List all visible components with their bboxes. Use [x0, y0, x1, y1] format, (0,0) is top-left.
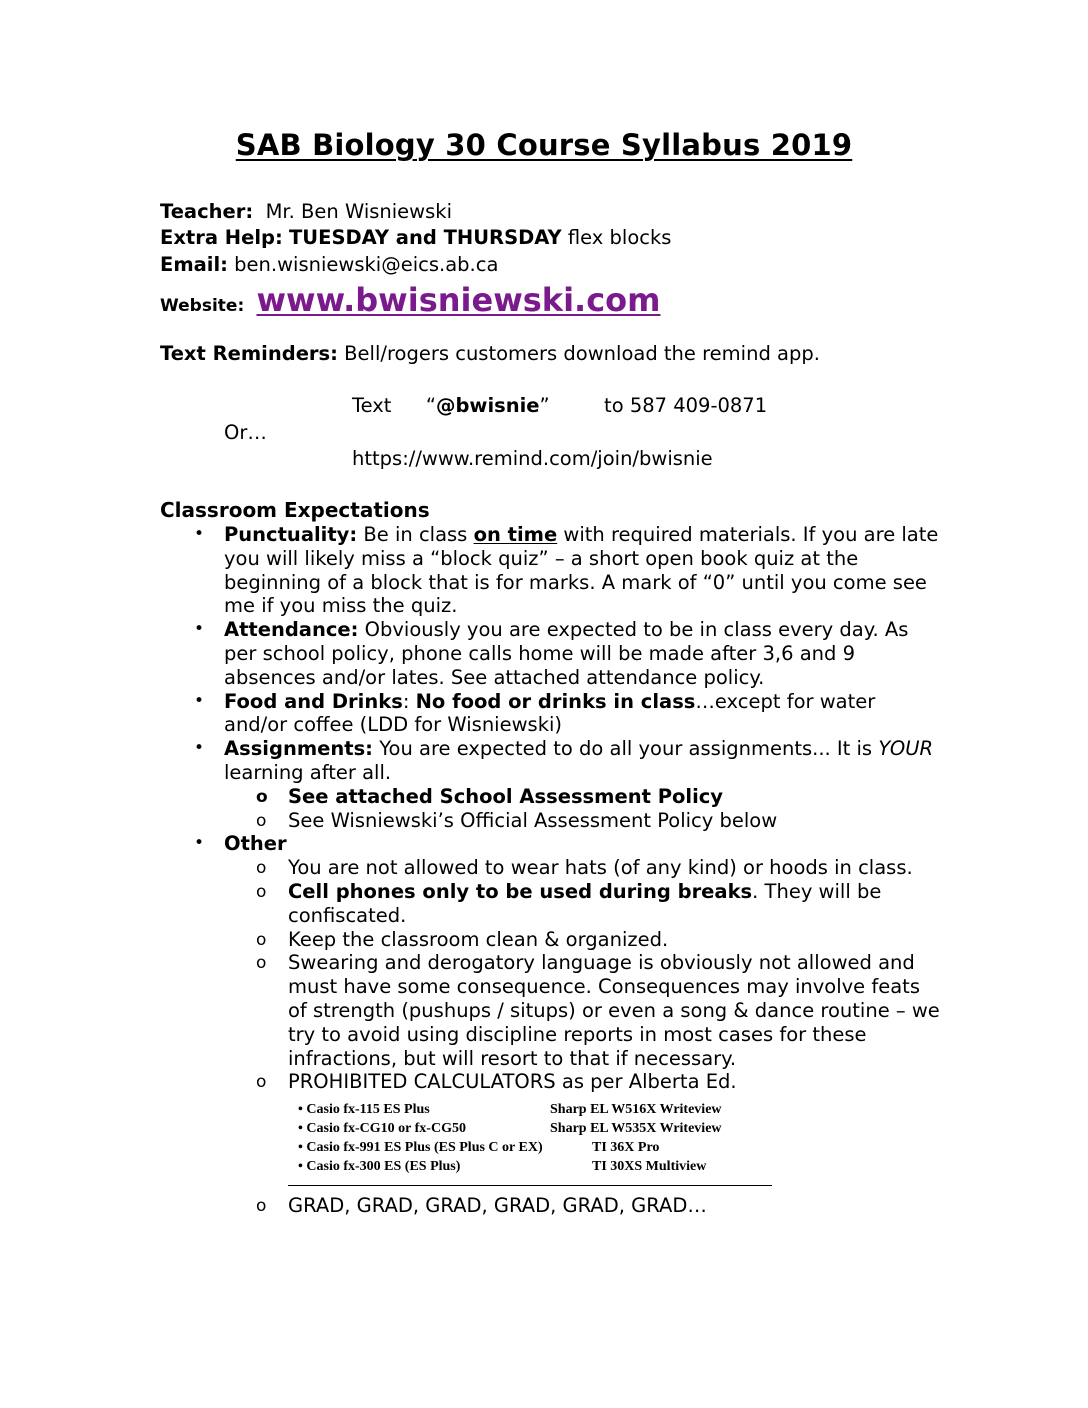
attendance-label: Attendance: — [224, 618, 359, 642]
extra-help-days: TUESDAY and THURSDAY — [288, 226, 562, 249]
assignments-label: Assignments: — [224, 737, 373, 761]
email-line — [160, 253, 498, 277]
calc-left-2: • Casio fx-CG10 or fx-CG50 — [298, 1121, 466, 1137]
cell-phones-rest: . They will be confiscated. — [288, 879, 882, 927]
remind-url[interactable]: https://www.remind.com/join/bwisnie — [352, 447, 713, 470]
assignments-post: learning after all. — [224, 760, 392, 784]
other-swearing: o Swearing and derogatory language is obviously not allowed and must have some consequence. Consequences may involve feats of strength (pushups / situps) or even a song & dance routine – we try to avoid using discipline reports in most cases for these infractions, but will resort to that if necessary. — [224, 951, 940, 1070]
list-item-food — [160, 690, 940, 738]
remind-code: @bwisnie — [435, 394, 540, 417]
assignments-pre: You are expected to do all your assignments... It is — [379, 737, 873, 761]
email-label: Email: — [160, 253, 228, 276]
email-value: ben.wisniewski@eics.ab.ca — [234, 253, 499, 276]
assignments-sub-wisniewski-policy: o See Wisniewski’s Official Assessment Policy below — [224, 809, 940, 833]
punctuality-pre: Be in class — [363, 523, 468, 546]
calc-left-3: • Casio fx-991 ES Plus (ES Plus C or EX) — [298, 1140, 543, 1156]
remind-quote-close: ” — [539, 394, 550, 417]
other-sublist — [224, 856, 940, 1218]
calc-right-4: TI 30XS Multiview — [592, 1159, 707, 1175]
punctuality-post: with required materials. If you are late you will likely miss a “block quiz” – a short open book quiz at the beginning of a block that is for marks. A mark of “0” until you come see me if you miss the quiz. — [224, 523, 939, 618]
other-hats: o You are not allowed to wear hats (of any kind) or hoods in class. — [224, 856, 940, 880]
reminders-text: Bell/rogers customers download the remind app. — [344, 342, 820, 365]
prohibited-calculators-table — [288, 1100, 772, 1186]
teacher-line — [160, 200, 452, 224]
assignments-sublist — [224, 785, 940, 833]
food-label: Food and Drinks — [224, 689, 403, 713]
remind-text-code-line — [352, 394, 767, 418]
calc-row — [288, 1157, 772, 1176]
page-title: SAB Biology 30 Course Syllabus 2019 — [235, 128, 853, 162]
other-grad: o GRAD, GRAD, GRAD, GRAD, GRAD, GRAD… — [224, 1194, 940, 1218]
list-item-attendance — [160, 618, 940, 689]
calc-right-3: TI 36X Pro — [592, 1140, 660, 1156]
attendance-text: Obviously you are expected to be in class every day. As per school policy, phone calls home will be made after 3,6 and 9 absences and/or lates. See attached attendance policy. — [224, 618, 909, 689]
remind-text-word: Text — [352, 394, 392, 417]
other-label: Other — [224, 832, 287, 856]
list-item-punctuality — [160, 523, 940, 618]
extra-help-label: Extra Help: — [160, 226, 283, 249]
food-rest: …except for water and/or coffee (LDD for Wisniewski) — [224, 689, 876, 737]
other-cell-phones — [224, 880, 940, 928]
extra-help-line — [160, 226, 671, 250]
punctuality-on-time: on time — [473, 523, 558, 546]
reminders-line — [160, 342, 820, 366]
website-line — [160, 283, 661, 323]
calculators-text: PROHIBITED CALCULATORS as per Alberta Ed. — [288, 1070, 737, 1094]
calc-left-1: • Casio fx-115 ES Plus — [298, 1102, 430, 1118]
punctuality-label: Punctuality: — [224, 523, 358, 546]
calc-row — [288, 1100, 772, 1119]
assignments-sub-school-policy: o See attached School Assessment Policy — [224, 785, 940, 809]
remind-or: Or… — [224, 421, 267, 444]
website-link[interactable]: www.bwisniewski.com — [256, 281, 661, 319]
food-bold: No food or drinks in class — [415, 689, 696, 713]
list-item-assignments — [160, 737, 940, 832]
cell-phones-bold: Cell phones only to be used during breaks — [288, 879, 753, 903]
calc-left-4: • Casio fx-300 ES (ES Plus) — [298, 1159, 461, 1175]
calc-right-2: Sharp EL W535X Writeview — [550, 1121, 722, 1137]
expectations-list — [160, 523, 940, 1218]
teacher-label: Teacher: — [160, 200, 254, 223]
website-label: Website: — [160, 296, 245, 316]
teacher-value: Mr. Ben Wisniewski — [265, 200, 452, 223]
classroom-expectations-heading: Classroom Expectations — [160, 498, 430, 522]
remind-number: to 587 409-0871 — [604, 394, 768, 417]
extra-help-rest: flex blocks — [567, 226, 672, 249]
reminders-label: Text Reminders: — [160, 342, 338, 365]
food-colon: : — [402, 689, 410, 713]
calc-row — [288, 1138, 772, 1157]
calc-right-1: Sharp EL W516X Writeview — [550, 1102, 722, 1118]
list-item-other — [160, 832, 940, 1218]
other-clean: o Keep the classroom clean & organized. — [224, 928, 940, 952]
assignments-your: YOUR — [878, 737, 934, 761]
other-calculators — [224, 1070, 940, 1186]
remind-quote-open: “ — [425, 394, 436, 417]
calc-row — [288, 1119, 772, 1138]
